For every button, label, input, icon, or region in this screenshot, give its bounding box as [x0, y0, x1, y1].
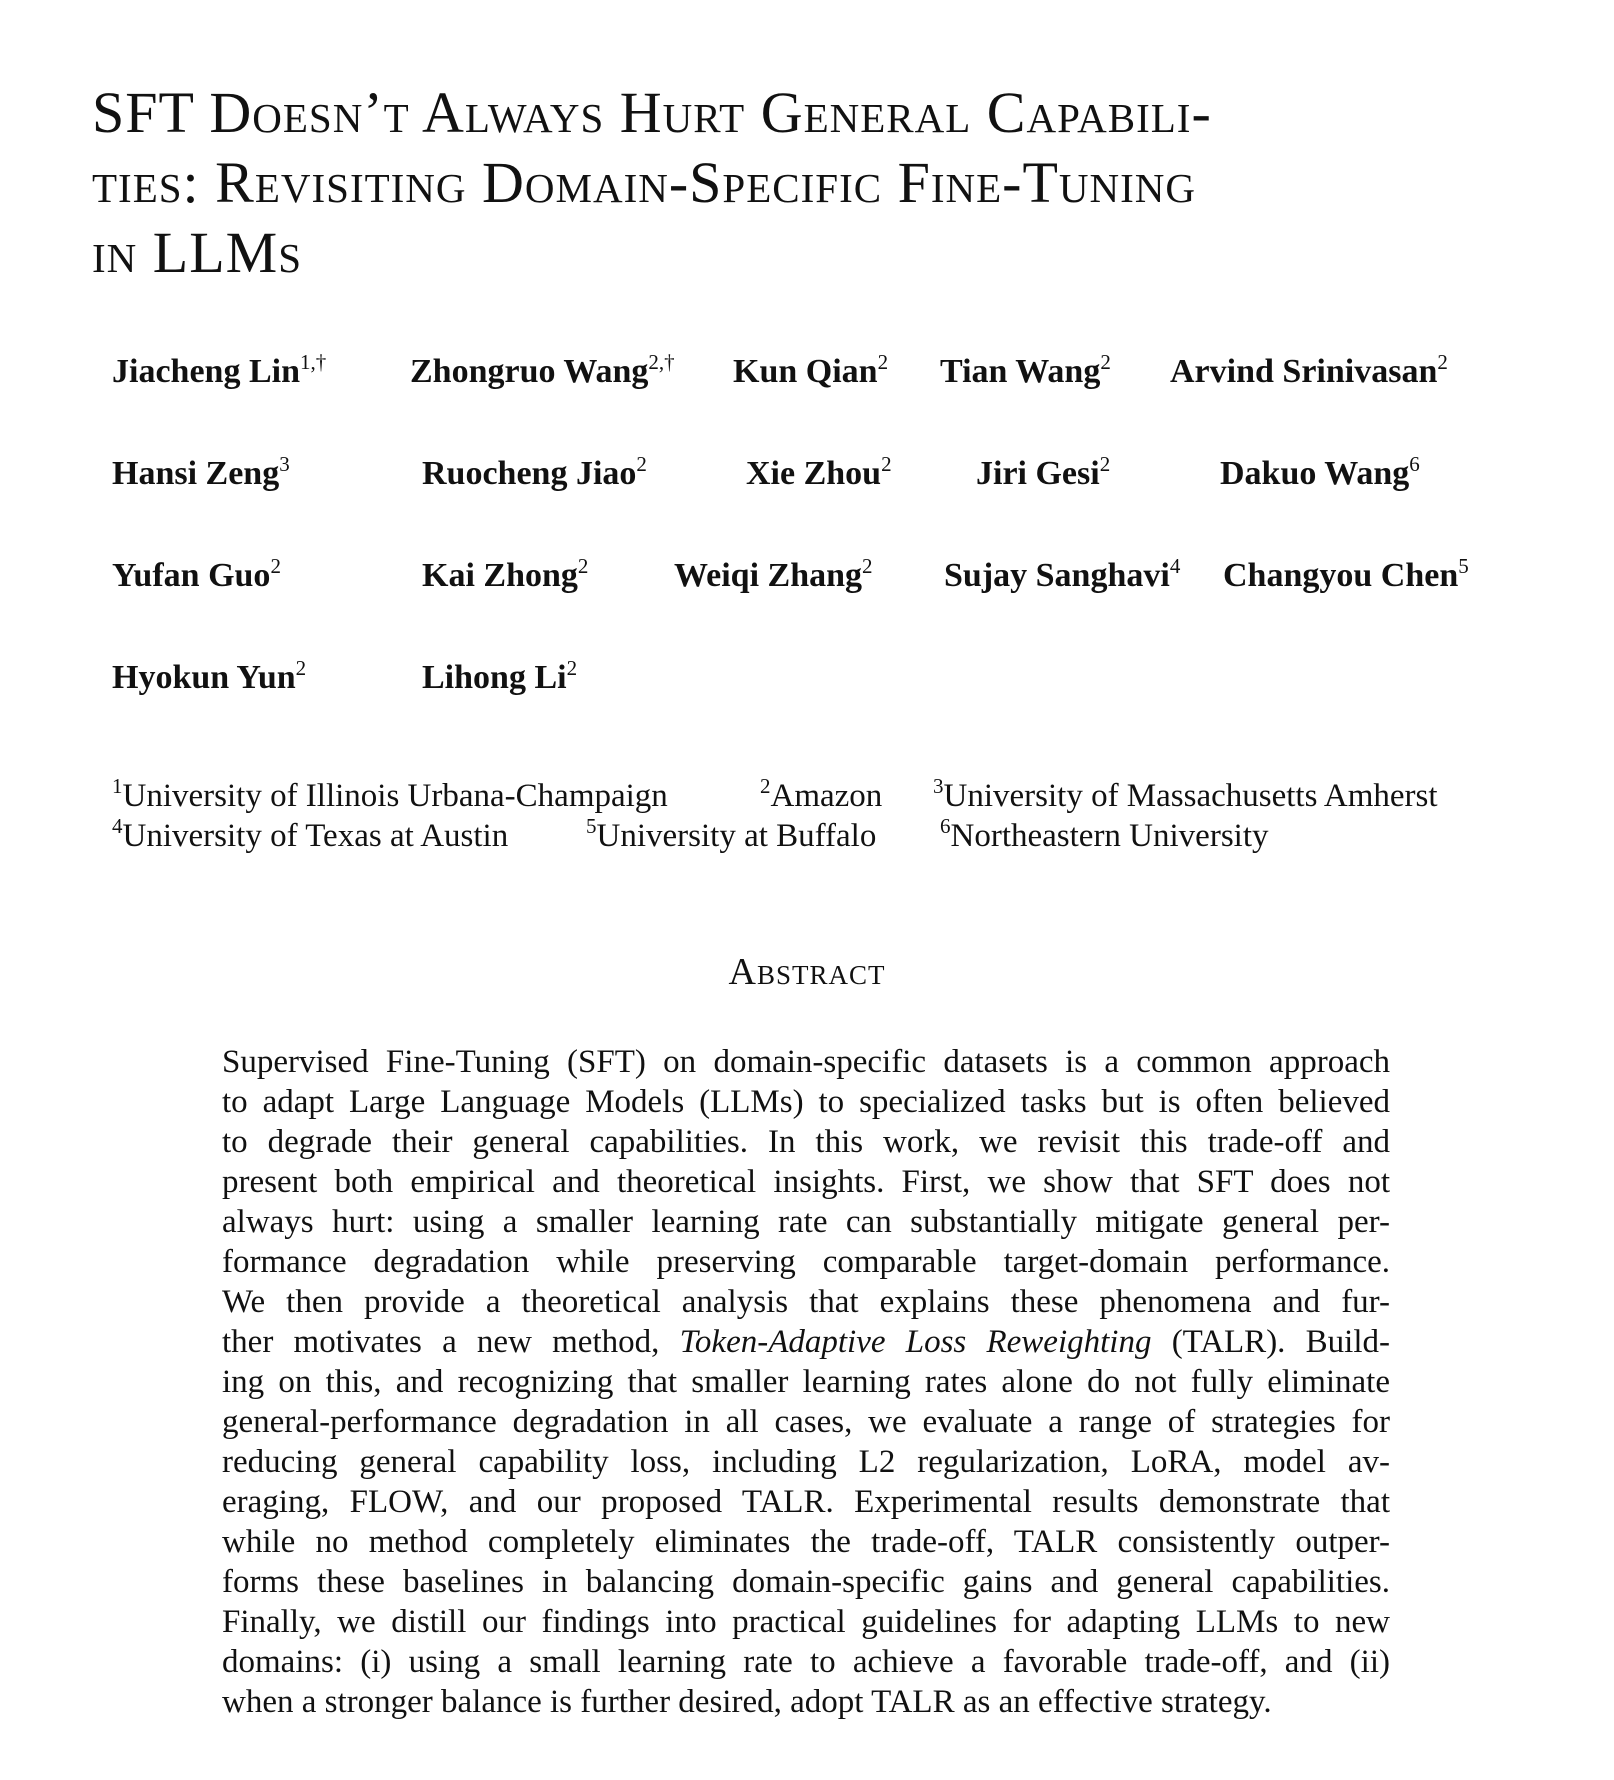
abstract-line: present both empirical and theoretical insights. First, we show that SFT does not: [222, 1164, 1390, 1200]
author-affiliation-mark: 5: [1458, 554, 1469, 578]
affiliation-name: Northeastern University: [950, 818, 1269, 854]
author-affiliation-mark: 2: [566, 656, 578, 680]
abstract-line: general-performance degradation in all cases, we evaluate a range of strategies for: [222, 1404, 1390, 1440]
abstract-line: eraging, FLOW, and our proposed TALR. Experimental results demonstrate that: [222, 1484, 1390, 1520]
author-affiliation-mark: 2: [577, 554, 589, 578]
title-line: SFT Doesn’t Always Hurt General Capabili-: [92, 80, 1212, 145]
paper-title: [92, 78, 1542, 288]
author-list: [112, 350, 1542, 758]
author-row: [112, 452, 1542, 554]
author-row: [112, 554, 1542, 656]
abstract-line: while no method completely eliminates the trade-off, TALR consistently outper-: [222, 1524, 1390, 1560]
affiliation-mark: 3: [933, 774, 944, 798]
author-name: Tian Wang: [940, 353, 1101, 390]
author-name: Kai Zhong: [422, 557, 578, 594]
author-name: Sujay Sanghavi: [944, 557, 1170, 594]
author-affiliation-mark: 2: [1437, 350, 1448, 374]
author-name: Hyokun Yun: [112, 659, 296, 696]
affiliation-line: [112, 766, 1542, 814]
author: [1220, 452, 1420, 493]
abstract-line: domains: (i) using a small learning rate to achieve a favorable trade-off, and (ii): [222, 1644, 1390, 1680]
abstract-line: reducing general capability loss, including L2 regularization, LoRA, model av-: [222, 1444, 1390, 1480]
author-name: Jiri Gesi: [976, 455, 1100, 492]
affiliation: [586, 806, 876, 856]
affiliation-line: [112, 806, 1542, 854]
author-name: Weiqi Zhang: [674, 557, 863, 594]
author-affiliation-mark: 4: [1169, 554, 1181, 578]
author-name: Ruocheng Jiao: [422, 455, 637, 492]
abstract-line: forms these baselines in balancing domain-specific gains and general capabilities.: [222, 1564, 1390, 1600]
affiliation-mark: 6: [940, 814, 951, 838]
abstract-line: to adapt Large Language Models (LLMs) to specialized tasks but is often believed: [222, 1084, 1390, 1120]
affiliation-name: University of Massachusetts Amherst: [943, 778, 1438, 814]
author-affiliation-mark: 3: [279, 452, 290, 476]
abstract-body: [222, 1042, 1390, 1722]
affiliation-mark: 1: [112, 774, 123, 798]
title-line: ties: Revisiting Domain-Specific Fine-Tuning: [92, 150, 1196, 215]
affiliation-mark: 5: [586, 814, 597, 838]
author: [674, 554, 873, 595]
author-affiliation-mark: 2: [636, 452, 647, 476]
author-name: Kun Qian: [733, 353, 878, 390]
author-name: Dakuo Wang: [1220, 455, 1410, 492]
abstract-heading: Abstract: [728, 951, 886, 993]
author: [422, 554, 588, 595]
abstract-line: when a stronger balance is further desired, adopt TALR as an effective strategy.: [222, 1684, 1272, 1720]
author: [944, 554, 1180, 595]
author: [112, 554, 281, 595]
abstract-line: Finally, we distill our findings into practical guidelines for adapting LLMs to new: [222, 1604, 1390, 1640]
abstract-line: ing on this, and recognizing that smaller learning rates alone do not fully eliminate: [222, 1364, 1390, 1400]
abstract-line: ther motivates a new method, Token-Adaptive Loss Reweighting (TALR). Build-: [222, 1324, 1390, 1360]
affiliation-name: University at Buffalo: [596, 818, 877, 854]
author-name: Arvind Srinivasan: [1170, 353, 1438, 390]
abstract-line: Supervised Fine-Tuning (SFT) on domain-specific datasets is a common approach: [222, 1044, 1390, 1080]
author: [422, 452, 647, 493]
title-line: in LLMs: [92, 220, 302, 285]
author-affiliation-mark: 2: [862, 554, 873, 578]
abstract-line: to degrade their general capabilities. In this work, we revisit this trade-off and: [222, 1124, 1390, 1160]
author: [733, 350, 888, 391]
author: [422, 656, 577, 697]
author-name: Changyou Chen: [1223, 557, 1459, 594]
author-affiliation-mark: 2: [270, 554, 281, 578]
author-affiliation-mark: 1,†: [299, 350, 327, 374]
author: [1223, 554, 1469, 595]
author-name: Hansi Zeng: [112, 455, 280, 492]
author-name: Jiacheng Lin: [112, 353, 300, 390]
author-affiliation-mark: 2: [877, 350, 889, 374]
affiliation-list: [112, 766, 1542, 854]
author: [112, 452, 290, 493]
author: [410, 350, 675, 391]
affiliation: [112, 806, 508, 856]
abstract-line: always hurt: using a smaller learning rate can substantially mitigate general per-: [222, 1204, 1390, 1240]
author-affiliation-mark: 6: [1409, 452, 1420, 476]
author: [940, 350, 1111, 391]
author: [746, 452, 892, 493]
author-name: Lihong Li: [422, 659, 567, 696]
author-name: Xie Zhou: [746, 455, 882, 492]
author-row: [112, 350, 1542, 452]
author-affiliation-mark: 2: [1099, 452, 1111, 476]
author: [112, 656, 306, 697]
affiliation-name: University of Illinois Urbana-Champaign: [122, 778, 668, 814]
author-row: [112, 656, 1542, 758]
author-affiliation-mark: 2: [881, 452, 892, 476]
author: [1170, 350, 1448, 391]
affiliation-mark: 4: [112, 814, 123, 838]
author: [976, 452, 1110, 493]
author: [112, 350, 326, 391]
affiliation-name: University of Texas at Austin: [122, 818, 509, 854]
abstract-line: formance degradation while preserving comparable target-domain performance.: [222, 1244, 1390, 1280]
author-name: Zhongruo Wang: [410, 353, 649, 390]
affiliation-mark: 2: [760, 774, 771, 798]
author-affiliation-mark: 2: [1100, 350, 1111, 374]
abstract-line: We then provide a theoretical analysis that explains these phenomena and fur-: [222, 1284, 1390, 1320]
author-affiliation-mark: 2,†: [648, 350, 675, 374]
affiliation: [940, 806, 1269, 856]
affiliation-name: Amazon: [770, 778, 883, 814]
author-affiliation-mark: 2: [295, 656, 307, 680]
method-name: Token-Adaptive Loss Reweighting: [679, 1324, 1152, 1360]
author-name: Yufan Guo: [112, 557, 271, 594]
